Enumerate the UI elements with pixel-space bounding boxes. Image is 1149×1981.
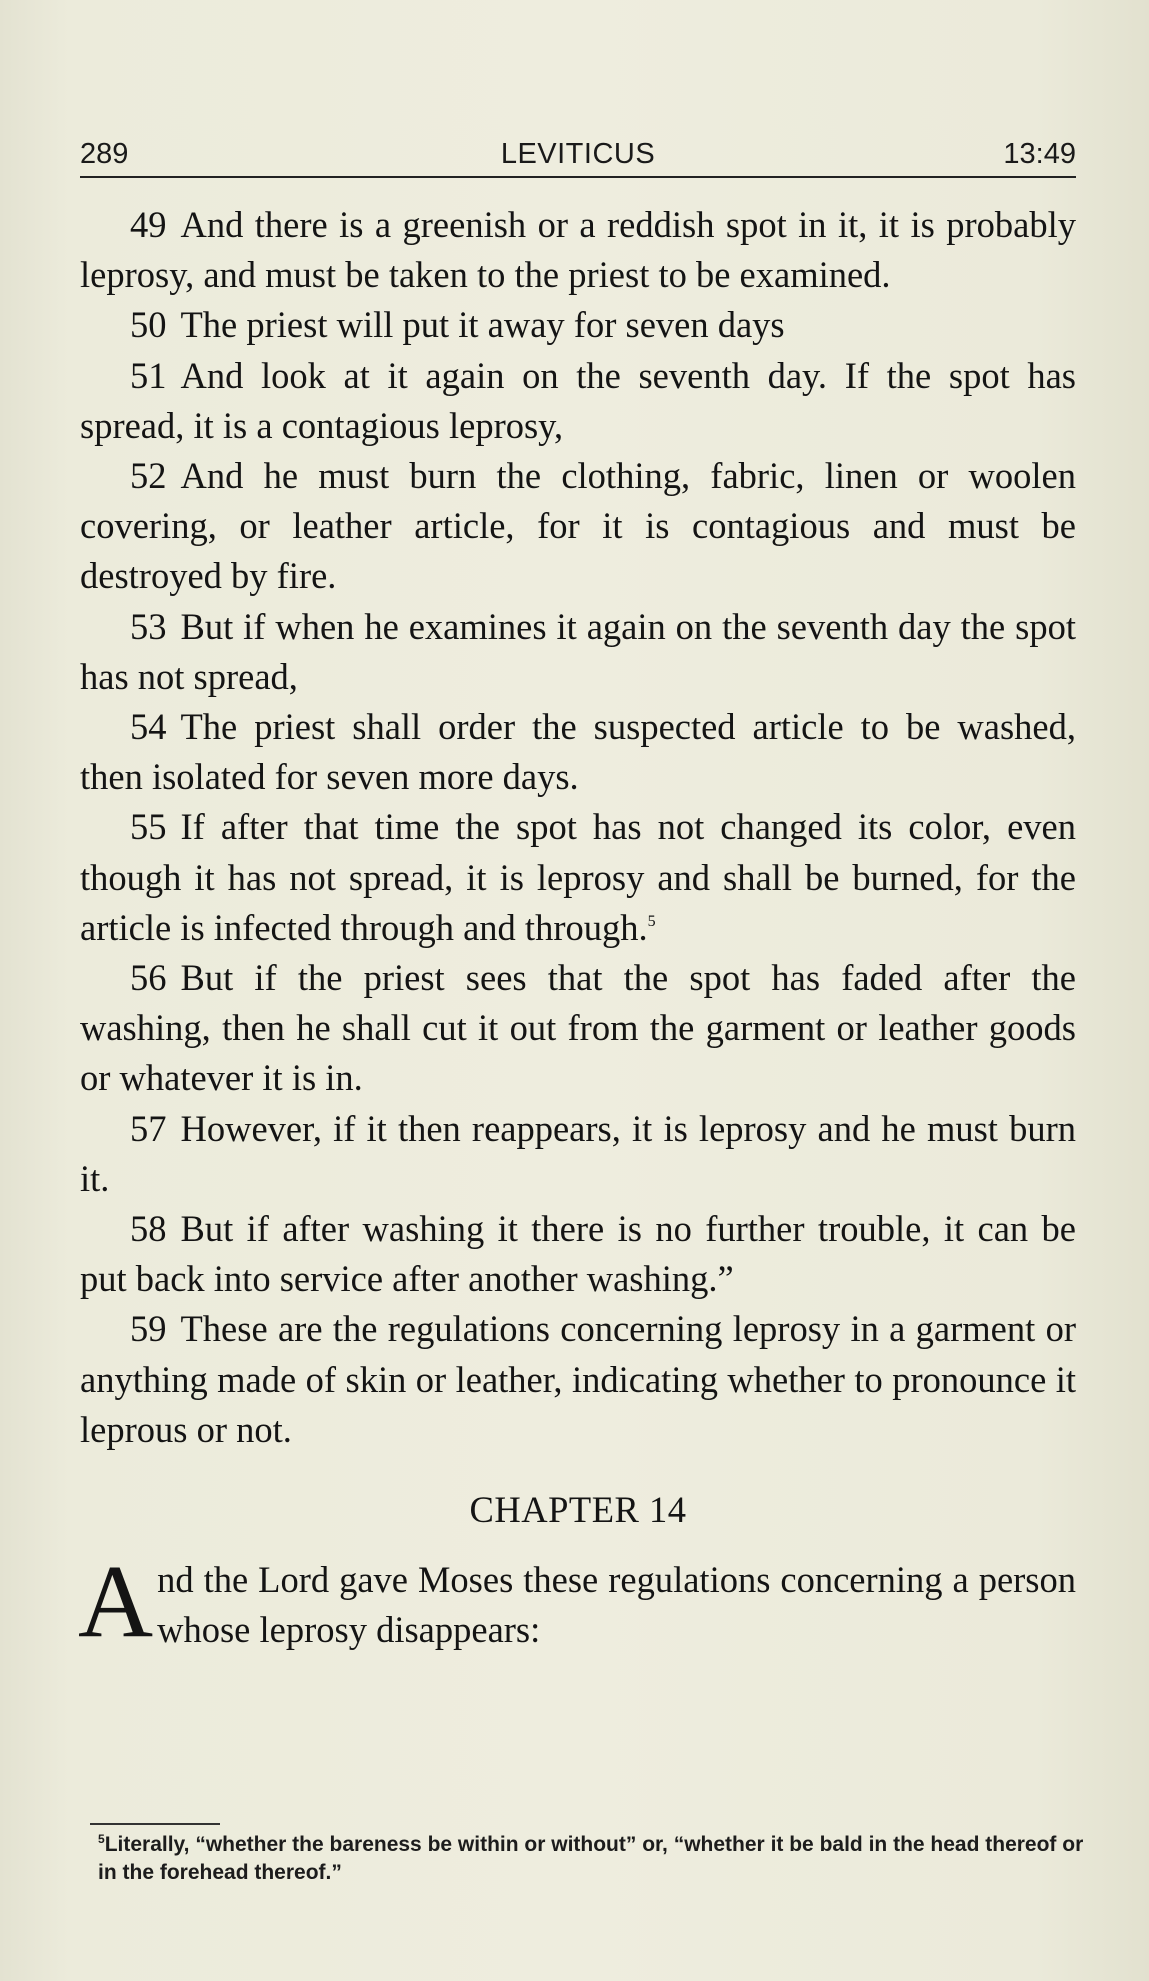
verse-number: 53 [130,605,167,647]
verse-text: And there is a greenish or a reddish spot in it, it is probably leprosy, and must be taken to the priest to be examined. [80,204,1076,296]
chapter-heading: CHAPTER 14 [469,1489,687,1531]
verse-number: 58 [130,1208,167,1250]
verse-number: 55 [130,806,167,848]
verse-text: If after that time the spot has not changed its color, even though it has not spread, it is leprosy and shall be burned, for the article is infected through and through. [80,806,1076,948]
verse-text: But if the priest sees that the spot has faded after the washing, then he shall cut it out from the garment or leather goods or whatever it is in. [80,957,1076,1099]
footnote-marker: 5 [647,912,656,930]
verse-number: 54 [130,706,167,748]
footnote [98,1831,1088,1887]
running-header [80,135,1076,177]
verse-text: And look at it again on the seventh day. If the spot has spread, it is a contagious leprosy, [80,354,1076,446]
verse [80,200,1076,300]
verse [80,1104,1076,1204]
chapter-verse-reference: 13:49 [1003,138,1076,170]
verse [80,300,1076,350]
chapter-opening-text: nd the Lord gave Moses these regulations concerning a person whose leprosy disappears: [157,1559,1076,1651]
verse-number: 50 [130,304,167,346]
verse-text: And he must burn the clothing, fabric, linen or woolen covering, or leather article, for it is contagious and must be destroyed by fire. [80,455,1076,597]
verse [80,702,1076,802]
verse-text: The priest will put it away for seven days [180,304,785,346]
verse [80,802,1076,953]
page-body [78,200,1076,1660]
footnote-number: 5 [98,1832,105,1846]
verse-number: 56 [130,957,167,999]
verse-text: The priest shall order the suspected article to be washed, then isolated for seven more days. [80,706,1076,798]
verse [80,953,1076,1104]
footnote-rule [90,1823,220,1825]
verse-number: 51 [130,354,167,396]
verse-number: 52 [130,455,167,497]
verse-number: 57 [130,1107,167,1149]
verse [80,351,1076,451]
chapter-opening-paragraph [78,1544,1076,1660]
verse [80,602,1076,702]
book-title: LEVITICUS [500,138,656,170]
drop-cap: A [78,1544,154,1660]
verse-text: However, if it then reappears, it is leprosy and he must burn it. [80,1107,1076,1199]
header-rule [80,176,1076,178]
verse-number: 49 [130,204,167,245]
verse-number: 59 [130,1308,167,1350]
footnote-text: Literally, “whether the bareness be within or without” or, “whether it be bald in the head thereof or in the forehead thereof.” [98,1833,1084,1884]
verse-text: But if when he examines it again on the seventh day the spot has not spread, [80,605,1076,697]
verse-text: These are the regulations concerning leprosy in a garment or anything made of skin or leather, indicating whether to pronounce it leprous or not. [80,1308,1076,1450]
page-number: 289 [80,138,129,170]
verse [80,1204,1076,1304]
verse [80,451,1076,602]
verse [80,1304,1076,1455]
verse-text: But if after washing it there is no further trouble, it can be put back into service after another washing.” [80,1208,1076,1300]
